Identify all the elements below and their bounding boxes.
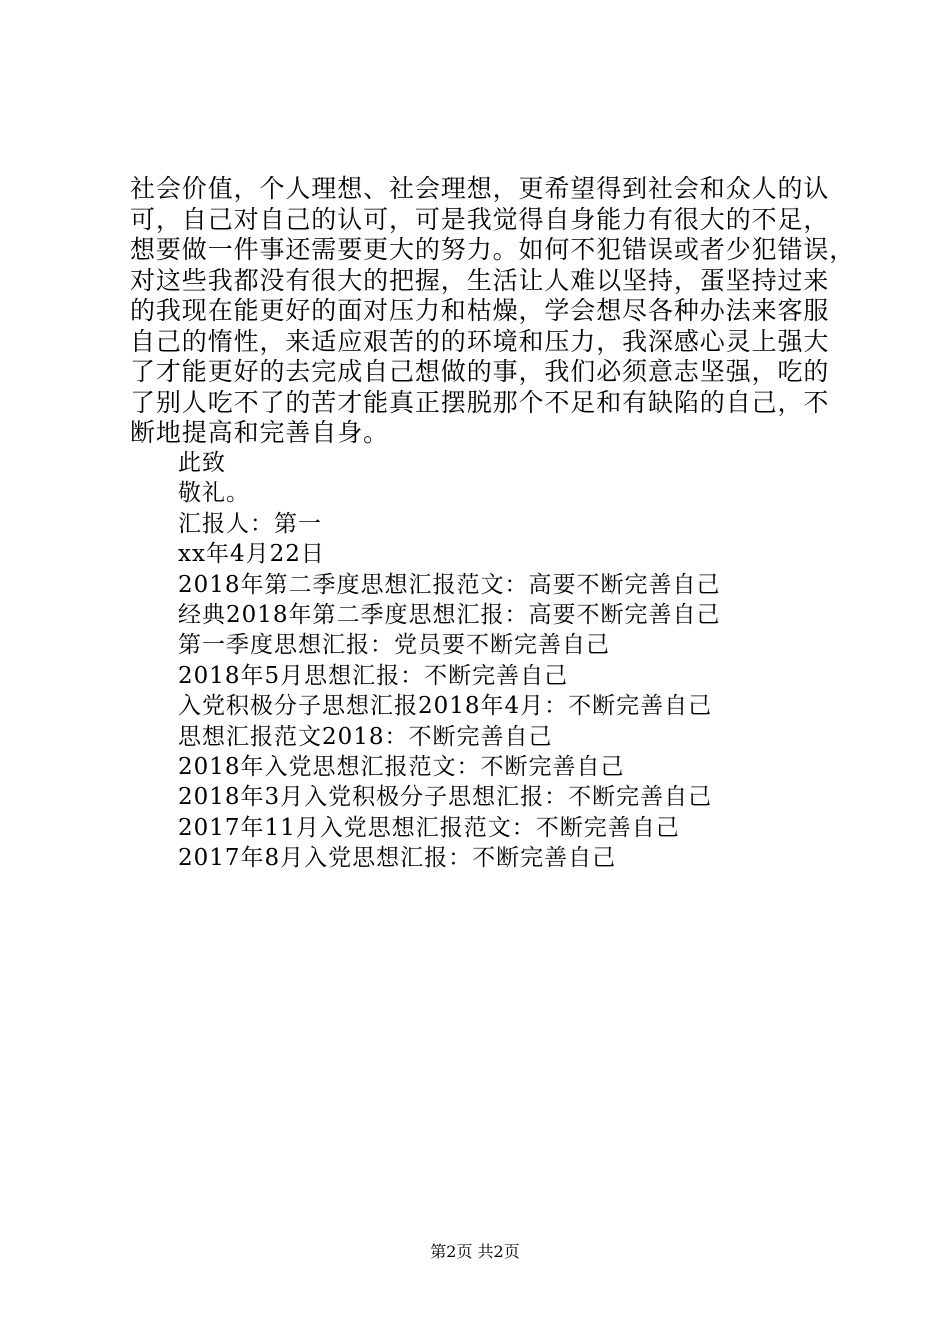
paragraph-line: 想要做一件事还需要更大的努力。如何不犯错误或者少犯错误， [130,235,856,264]
paragraph-line: 的我现在能更好的面对压力和枯燥，学会想尽各种办法来客服 [130,296,830,325]
date-line: xx年4月22日 [178,541,325,568]
related-article-link: 2018年第二季度思想汇报范文：高要不断完善自己 [178,571,721,598]
paragraph-line: 社会价值，个人理想、社会理想，更希望得到社会和众人的认 [130,174,830,203]
closing-salutation: 此致 [178,450,226,476]
related-article-link: 入党积极分子思想汇报2018年4月：不断完善自己 [178,693,713,720]
closing-respect: 敬礼。 [178,480,250,507]
paragraph-line: 断地提高和完善自身。 [130,418,390,447]
related-article-link: 2018年入党思想汇报范文：不断完善自己 [178,753,625,780]
paragraph-line: 了别人吃不了的苦才能真正摆脱那个不足和有缺陷的自己，不 [130,387,830,417]
paragraph-line: 了才能更好的去完成自己想做的事，我们必须意志坚强，吃的 [130,357,830,386]
related-article-link: 思想汇报范文2018：不断完善自己 [178,723,553,750]
related-article-link: 2017年8月入党思想汇报：不断完善自己 [178,845,617,872]
related-article-link: 第一季度思想汇报：党员要不断完善自己 [178,632,610,659]
paragraph-line: 可，自己对自己的认可，可是我觉得自身能力有很大的不足， [130,204,830,234]
paragraph-line: 自己的惰性，来适应艰苦的的环境和压力，我深感心灵上强大 [130,326,830,356]
body-paragraph [130,174,856,449]
closing-and-related-list [178,448,878,873]
reporter-line: 汇报人：第一 [178,510,322,537]
related-article-link: 2018年5月思想汇报：不断完善自己 [178,662,569,689]
related-article-link: 2017年11月入党思想汇报范文：不断完善自己 [178,814,680,841]
related-article-link: 经典2018年第二季度思想汇报：高要不断完善自己 [178,601,721,628]
related-article-link: 2018年3月入党积极分子思想汇报：不断完善自己 [178,784,713,811]
page-number-footer: 第2页 共2页 [430,1242,520,1261]
paragraph-line: 对这些我都没有很大的把握，生活让人难以坚持，蛋坚持过来 [130,265,830,295]
